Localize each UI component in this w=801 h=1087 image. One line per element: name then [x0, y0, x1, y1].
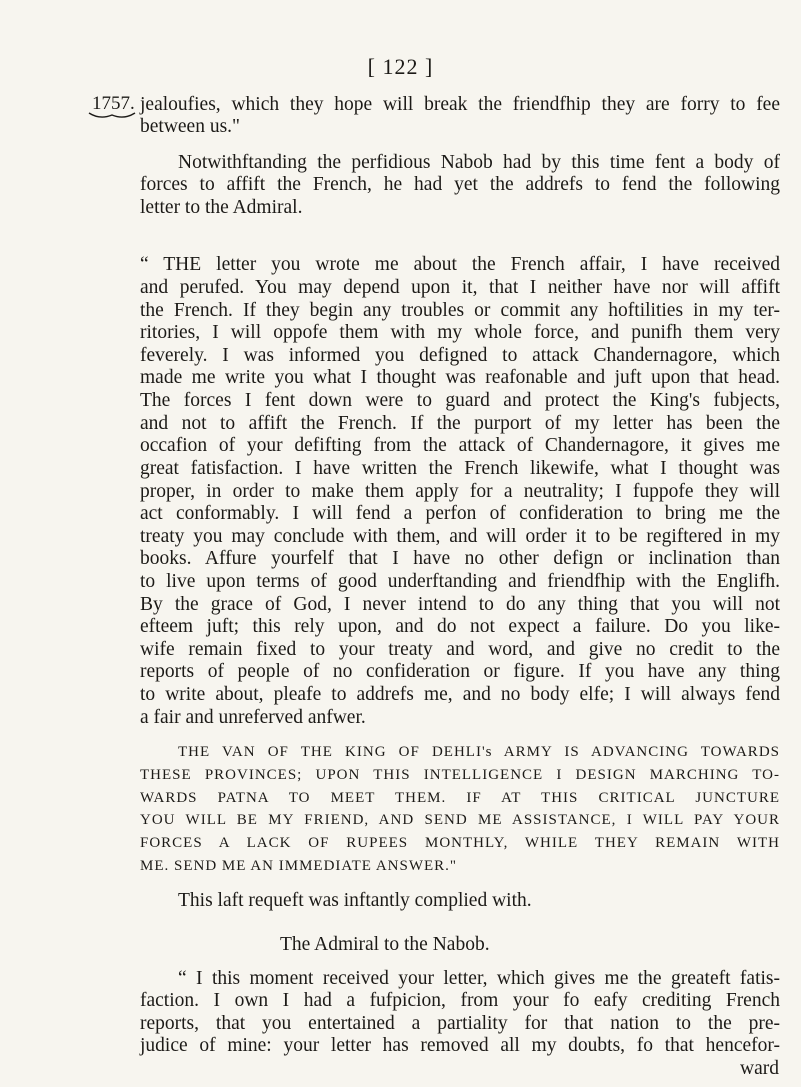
text-line: reports of people of no confideration or figure. If you have any thing — [140, 661, 780, 683]
text-line: proper, in order to make them apply for a neutrality; I fuppofe they will — [140, 480, 780, 502]
text-line: a fair and unreferved anfwer. — [140, 706, 366, 728]
text-line: and perufed. You may depend upon it, that I neither have nor will affift — [140, 277, 780, 299]
smallcaps-line: THESE PROVINCES; UPON THIS INTELLIGENCE I DESIGN MARCHING TO- — [140, 767, 780, 784]
page-number: [ 122 ] — [367, 53, 434, 79]
text-line: efteem juft; this rely upon, and do not expect a failure. Do you like- — [140, 616, 780, 638]
text-line: letter to the Admiral. — [140, 196, 303, 218]
text-line: wife remain fixed to your treaty and word, and give no credit to the — [140, 638, 780, 660]
text-line: and not to affift the French. If the purport of my letter has been the — [140, 412, 780, 434]
text-line: By the grace of God, I never intend to do any thing that you will not — [140, 593, 780, 615]
text-line: ritories, I will oppofe them with my whole force, and punifh them very — [140, 322, 780, 344]
text-line: Notwithftanding the perfidious Nabob had by this time fent a body of — [178, 151, 780, 173]
text-line: faction. I own I had a fufpicion, from your fo eafy crediting French — [140, 990, 780, 1012]
text-line: the French. If they begin any troubles or commit any hoftilities in my ter- — [140, 299, 780, 321]
text-line: treaty you may conclude with them, and will order it to be regiftered in my — [140, 525, 780, 547]
text-line: occafion of your defifting from the attack of Chandernagore, it gives me — [140, 435, 780, 457]
smallcaps-line: ME. SEND ME AN IMMEDIATE ANSWER." — [140, 857, 458, 874]
margin-year: 1757. — [92, 93, 135, 115]
text-line: This laft requeft was inftantly complied with. — [178, 890, 532, 912]
section-heading: The Admiral to the Nabob. — [280, 933, 490, 955]
text-line: made me write you what I thought was reafonable and juft upon that head. — [140, 367, 780, 389]
text-line: great fatisfaction. I have written the French likewife, what I thought was — [140, 457, 780, 479]
text-line: books. Affure yourfelf that I have no other defign or inclination than — [140, 548, 780, 570]
text-line: between us." — [140, 115, 241, 137]
smallcaps-line: FORCES A LACK OF RUPEES MONTHLY, WHILE THEY REMAIN WITH — [140, 834, 780, 851]
text-line: act conformably. I will fend a perfon of confideration to bring me the — [140, 503, 780, 525]
text-line: to write about, pleafe to addrefs me, and no body elfe; I will always fend — [140, 683, 780, 705]
text-line: forces to affift the French, he had yet the addrefs to fend the following — [140, 174, 780, 196]
smallcaps-line: YOU WILL BE MY FRIEND, AND SEND ME ASSISTANCE, I WILL PAY YOUR — [140, 812, 780, 829]
text-line: The forces I fent down were to guard and protect the King's fubjects, — [140, 390, 780, 412]
text-line: to live upon terms of good underftanding and friendfhip with the Englifh. — [140, 570, 780, 592]
catchword: ward — [740, 1058, 779, 1079]
text-line: reports, that you entertained a partiality for that nation to the pre- — [140, 1012, 780, 1034]
smallcaps-line: WARDS PATNA TO MEET THEM. IF AT THIS CRITICAL JUNCTURE — [140, 789, 780, 806]
margin-brace-mark — [88, 111, 136, 121]
text-line: judice of mine: your letter has removed all my doubts, fo that hencefor- — [140, 1035, 780, 1057]
smallcaps-line: THE VAN OF THE KING OF DEHLI's ARMY IS ADVANCING TOWARDS — [178, 744, 780, 761]
text-line: feverely. I was informed you defigned to attack Chandernagore, which — [140, 344, 780, 366]
text-line: “ THE letter you wrote me about the French affair, I have received — [140, 254, 780, 276]
text-line: “ I this moment received your letter, which gives me the greateft fatis- — [178, 967, 780, 989]
text-line: jealoufies, which they hope will break the friendfhip they are forry to fee — [140, 94, 780, 116]
